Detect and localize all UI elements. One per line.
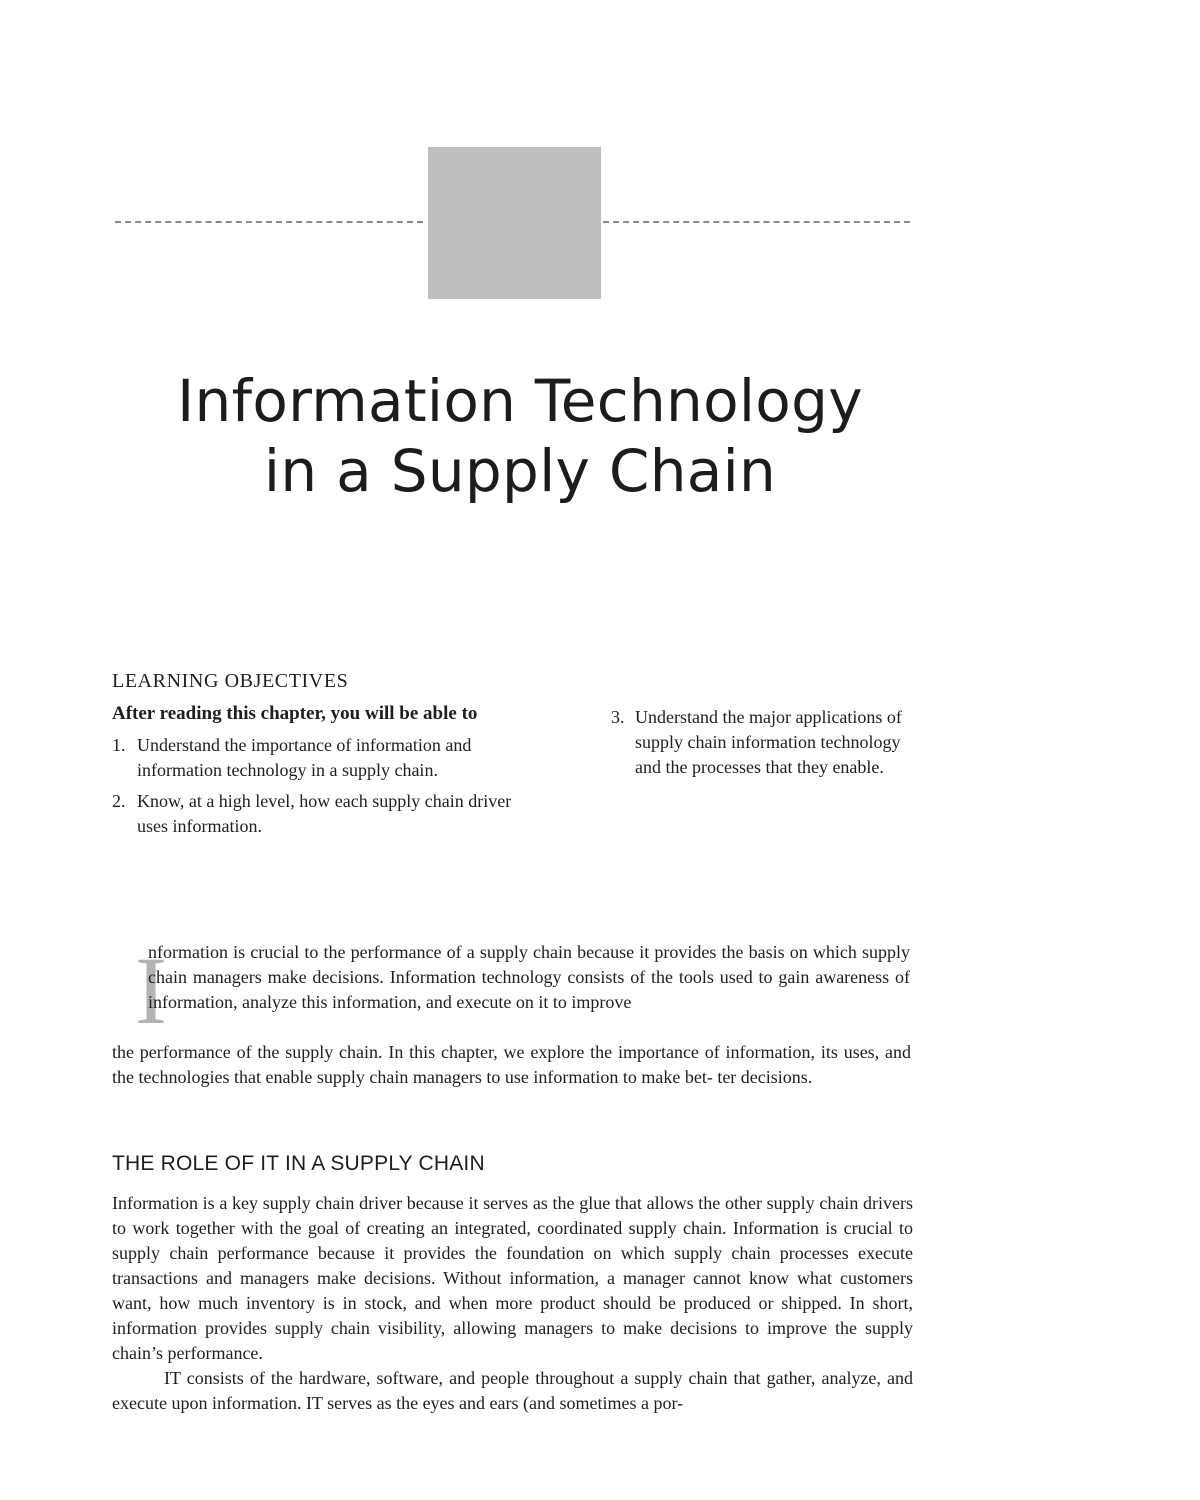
objective-item — [611, 705, 911, 780]
objective-number: 3. — [611, 707, 625, 727]
objective-number: 1. — [112, 735, 126, 755]
intro-paragraph-continued: the performance of the supply chain. In this chapter, we explore the importance of information, its uses, and the technologies that enable supply chain managers to use information to make bet- ter decisions. — [112, 1042, 911, 1087]
chapter-title — [120, 366, 920, 506]
header-rule-right — [603, 221, 910, 223]
learning-objectives-list-column-2 — [611, 705, 911, 780]
section-heading: THE ROLE OF IT IN A SUPPLY CHAIN — [112, 1152, 485, 1175]
body-paragraph: Information is a key supply chain driver because it serves as the glue that allows the other supply chain drivers to work together with the goal of creating an integrated, coordinated supply chain. Information is crucial to supply chain performance because it provides the foundation on which supply chain processes execute transactions and managers make decisions. Without information, a manager cannot know what customers want, how much inventory is in stock, and when more product should be produced or shipped. In short, information provides supply chain visibility, allowing managers to make decisions to improve the supply chain’s performance. — [112, 1193, 913, 1363]
chapter-title-line-2: in a Supply Chain — [263, 437, 777, 505]
learning-objectives-list — [112, 733, 542, 845]
header-rule-left — [115, 221, 423, 223]
section-body — [112, 1191, 913, 1416]
objective-text: Understand the major applications of supply chain information technology and the processes that they enable. — [635, 707, 902, 777]
objective-number: 2. — [112, 791, 126, 811]
body-paragraph: IT consists of the hardware, software, and people throughout a supply chain that gather, analyze, and execute upon information. IT serves as the eyes and ears (and sometimes a por- — [112, 1368, 913, 1413]
objective-item — [112, 733, 542, 783]
objective-item — [112, 789, 542, 839]
learning-objectives-intro: After reading this chapter, you will be able to — [112, 703, 478, 724]
chapter-number-box — [428, 147, 601, 299]
drop-cap: I — [135, 937, 167, 1044]
objective-text: Know, at a high level, how each supply chain driver uses information. — [137, 791, 512, 836]
learning-objectives-heading: LEARNING OBJECTIVES — [112, 670, 349, 692]
intro-paragraph-lead: nformation is crucial to the performance of a supply chain because it provides the basis on which supply chain managers make decisions. Information technology consists of the tools used to gain awareness of information, analyze this information, and execute on it to improve — [148, 942, 910, 1012]
chapter-title-line-1: Information Technology — [177, 367, 863, 435]
objective-text: Understand the importance of information and information technology in a supply chain. — [137, 735, 472, 780]
